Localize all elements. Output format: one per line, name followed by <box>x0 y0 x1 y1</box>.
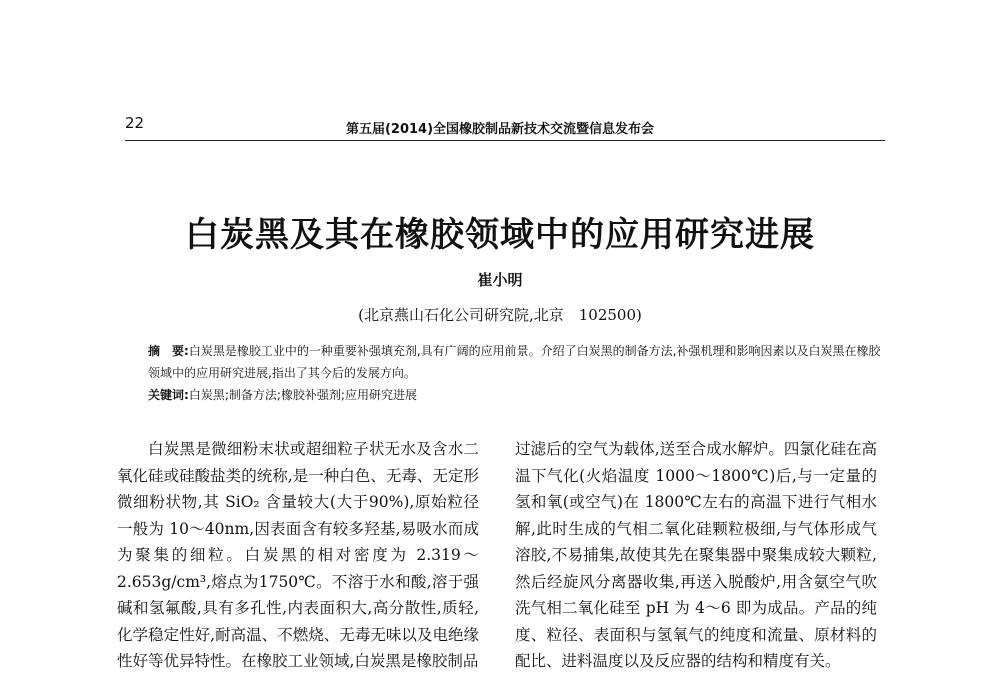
author-affiliation: (北京燕山石化公司研究院,北京 102500) <box>358 306 642 324</box>
abstract-paragraph <box>148 340 888 384</box>
article-author: 崔小明 <box>477 271 523 289</box>
body-column-right <box>515 436 877 675</box>
abstract-block <box>148 340 888 406</box>
body-column-left <box>117 436 479 675</box>
keywords-paragraph <box>148 384 888 406</box>
header-rule <box>125 140 885 141</box>
page-number: 22 <box>125 114 145 132</box>
abstract-label: 摘 要: <box>148 344 189 358</box>
body-paragraph: 白炭黑是微细粉末状或超细粒子状无水及含水二氧化硅或硅酸盐类的统称,是一种白色、无毒、无定形微细粉状物,其 SiO₂ 含量较大(大于90%),原始粒径一般为 10～40nm,因表面含有较多羟基,易吸水而成为聚集的细粒。白炭黑的相对密度为 2.319～2.653g/cm³,熔点为1750℃。不溶于水和酸,溶于强碱和氢氟酸,具有多孔性,内表面积大,高分散性,质轻,化学稳定性好,耐高温、不燃烧、无毒无味以及电绝缘性好等优异特性。在橡胶工业领域,白炭黑是橡胶制品 <box>117 440 479 670</box>
running-header: 第五届(2014)全国橡胶制品新技术交流暨信息发布会 <box>345 122 655 137</box>
abstract-text: 白炭黑是橡胶工业中的一种重要补强填充剂,具有广阔的应用前景。介绍了白炭黑的制备方法,补强机理和影响因素以及白炭黑在橡胶领域中的应用研究进展,指出了其今后的发展方向。 <box>148 344 881 380</box>
body-paragraph: 过滤后的空气为载体,送至合成水解炉。四氯化硅在高温下气化(火焰温度 1000～1800℃)后,与一定量的氢和氧(或空气)在 1800℃左右的高温下进行气相水解,此时生成的气相二氧化硅颗粒极细,与气体形成气溶胶,不易捕集,故使其先在聚集器中聚集成较大颗粒,然后经旋风分离器收集,再送入脱酸炉,用含氨空气吹洗气相二氧化硅至 pH 为 4～6 即为成品。产品的纯度、粒径、表面积与氢氧气的纯度和流量、原材料的配比、进料温度以及反应器的结构和精度有关。 <box>515 440 877 670</box>
article-title: 白炭黑及其在橡胶领域中的应用研究进展 <box>185 215 815 255</box>
keywords-text: 白炭黑;制备方法;橡胶补强剂;应用研究进展 <box>188 388 417 402</box>
keywords-label: 关键词: <box>148 388 189 402</box>
